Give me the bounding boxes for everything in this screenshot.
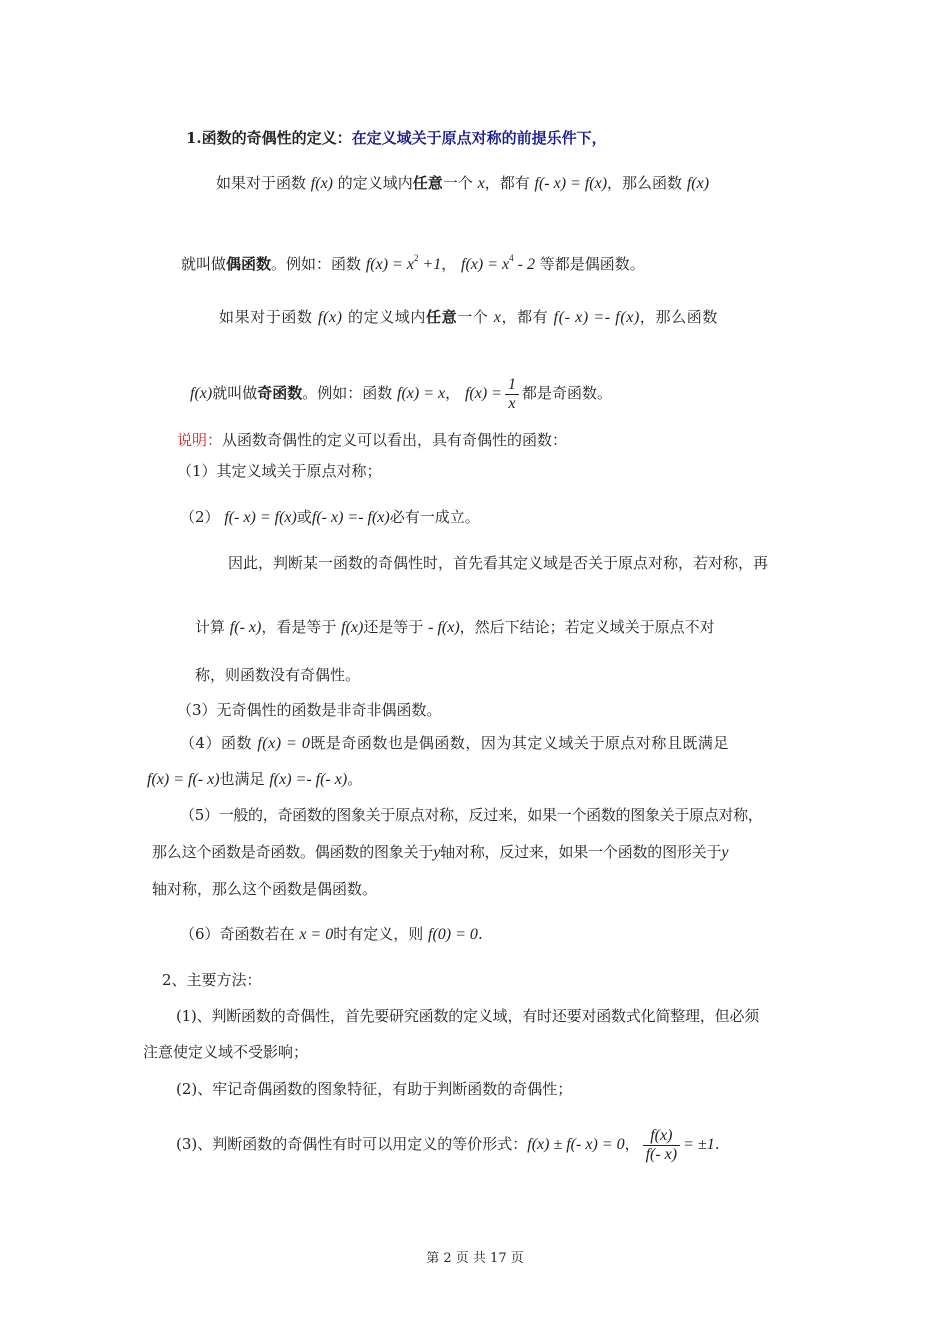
fraction-ratio-form xyxy=(643,1127,681,1164)
math-even-condition: f(x) = f(- x) xyxy=(147,771,220,788)
page-footer: 第 2 页 共 17 页 xyxy=(426,1251,524,1266)
text: 。 xyxy=(347,770,363,788)
text: 。例如：函数 xyxy=(302,384,393,402)
heading-1-title: 1.函数的奇偶性的定义： xyxy=(186,129,352,147)
point-6 xyxy=(180,924,483,945)
math-y: y xyxy=(721,844,729,861)
point-5-line-1: （5）一般的，奇函数的图象关于原点对称，反过来，如果一个函数的图象关于原点对称， xyxy=(180,806,763,824)
text: . xyxy=(714,1135,720,1153)
text: 也满足 xyxy=(219,770,265,788)
term-odd-function: 奇函数 xyxy=(257,384,303,402)
math-part: - 2 xyxy=(513,256,535,273)
text: 都是奇函数。 xyxy=(521,384,612,402)
text: ，然后下结论；若定义域关于原点不对 xyxy=(459,618,715,636)
text: 等都是偶函数。 xyxy=(539,255,645,273)
text: ，看是等于 xyxy=(261,618,337,636)
text: 如果对于函数 xyxy=(216,174,307,192)
math-x: x xyxy=(493,309,502,326)
math-odd-condition: f(- x) =- f(x) xyxy=(553,309,640,326)
math-fx: f(x) xyxy=(310,175,333,192)
no-parity-line: 称，则函数没有奇偶性。 xyxy=(195,666,361,684)
text: . xyxy=(477,925,483,943)
even-def-line-1 xyxy=(216,173,709,194)
text: （2） xyxy=(180,508,220,526)
text: 的定义域内 xyxy=(337,174,413,192)
text: 时有定义，则 xyxy=(333,925,424,943)
odd-def-line-1 xyxy=(219,307,718,328)
text: 的定义域内 xyxy=(347,308,426,326)
method-2: (2)、牢记奇偶函数的图象特征，有助于判断函数的奇偶性； xyxy=(176,1080,573,1098)
math-sum-form: f(x) ± f(- x) = 0 xyxy=(527,1136,625,1153)
point-4-line-2 xyxy=(147,769,362,790)
math-example-1 xyxy=(365,253,442,273)
math-fx: f(x) xyxy=(190,385,213,402)
emphasis-any: 任意 xyxy=(412,174,443,192)
text: 必有一成立。 xyxy=(389,508,480,526)
text: ，都有 xyxy=(501,308,549,326)
text: 还是等于 xyxy=(363,618,424,636)
text: 。例如：函数 xyxy=(271,255,362,273)
text: 计算 xyxy=(195,618,226,636)
math-ratio-value: = ±1 xyxy=(683,1136,715,1153)
therefore-line: 因此，判断某一函数的奇偶性时，首先看其定义域是否关于原点对称，若对称，再 xyxy=(228,554,769,572)
math-fx: f(x) xyxy=(317,309,343,326)
text: 或 xyxy=(296,508,312,526)
math-f0-equals-0: f(0) = 0 xyxy=(428,926,478,943)
point-2 xyxy=(180,507,480,528)
text: (3)、判断函数的奇偶性有时可以用定义的等价形式： xyxy=(176,1135,528,1153)
denominator: x xyxy=(508,394,516,412)
text: 就叫做 xyxy=(181,255,227,273)
text: （4）函数 xyxy=(180,734,253,752)
method-1-line-2: 注意使定义域不受影响； xyxy=(143,1043,309,1061)
math-x: x xyxy=(477,175,485,192)
math-odd-condition: f(- x) =- f(x) xyxy=(311,509,390,526)
math-odd-condition: f(x) =- f(- x) xyxy=(269,771,348,788)
math-fx: f(x) xyxy=(686,175,710,192)
text: （6）奇函数若在 xyxy=(180,925,295,943)
text: 如果对于函数 xyxy=(219,308,313,326)
math-neg-fx: - f(x) xyxy=(428,619,460,636)
heading-1-condition: 在定义域关于原点对称的前提乐件下， xyxy=(351,129,607,147)
point-4-line-1 xyxy=(180,733,729,754)
text: ，都有 xyxy=(484,174,530,192)
method-3 xyxy=(176,1123,719,1166)
numerator: 1 xyxy=(505,376,519,395)
even-def-line-2 xyxy=(181,248,645,275)
odd-def-line-2 xyxy=(190,373,612,414)
separator: ， xyxy=(441,255,457,273)
text: 轴对称，反过来，如果一个函数的图形关于 xyxy=(440,843,722,861)
text: 从函数奇偶性的定义可以看出，具有奇偶性的函数： xyxy=(222,431,568,449)
math-even-condition: f(- x) = f(x) xyxy=(534,175,608,192)
emphasis-any: 任意 xyxy=(425,308,458,326)
math-example-2: f(x) = xyxy=(464,385,502,402)
method-1-line-1: (1)、判断函数的奇偶性，首先要研究函数的定义域，有时还要对函数式化简整理，但必须 xyxy=(176,1007,760,1025)
numerator: f(x) xyxy=(643,1127,681,1146)
math-example-2 xyxy=(461,253,535,273)
heading-1 xyxy=(186,128,607,148)
separator: ， xyxy=(445,384,461,402)
point-3: （3）无奇偶性的函数是非奇非偶函数。 xyxy=(177,701,442,719)
separator: ， xyxy=(624,1135,640,1153)
exponent: 2 xyxy=(413,253,419,263)
text: 那么这个函数是奇函数。偶函数的图象关于 xyxy=(152,843,434,861)
point-5-line-3: 轴对称，那么这个函数是偶函数。 xyxy=(152,880,378,898)
point-5-line-2 xyxy=(152,842,728,863)
math-f-neg-x: f(- x) xyxy=(229,619,262,636)
math-part: f(x) = x xyxy=(365,256,414,273)
note-label: 说明： xyxy=(177,431,223,449)
note-line xyxy=(177,430,567,450)
math-x-equals-0: x = 0 xyxy=(299,926,334,943)
text: ，那么函数 xyxy=(639,308,718,326)
text: 就叫做 xyxy=(212,384,258,402)
denominator: f(- x) xyxy=(645,1145,678,1163)
text: 既是奇函数也是偶函数，因为其定义域关于原点对称且既满足 xyxy=(310,734,729,752)
text: ，那么函数 xyxy=(607,174,683,192)
math-example-1: f(x) = x xyxy=(397,385,446,402)
term-even-function: 偶函数 xyxy=(226,255,272,273)
math-fx: f(x) xyxy=(341,619,364,636)
heading-2: 2、主要方法： xyxy=(162,971,262,989)
fraction-1-over-x xyxy=(505,376,519,413)
math-part: f(x) = x xyxy=(461,256,510,273)
compute-line xyxy=(195,617,715,638)
text: 一个 xyxy=(442,174,473,192)
math-zero-function: f(x) = 0 xyxy=(257,735,311,752)
math-part: +1 xyxy=(418,256,442,273)
text: 一个 xyxy=(457,308,489,326)
point-1: （1）其定义域关于原点对称； xyxy=(177,462,382,480)
math-even-condition: f(- x) = f(x) xyxy=(224,509,297,526)
math-y: y xyxy=(433,844,441,861)
exponent: 4 xyxy=(509,253,514,263)
